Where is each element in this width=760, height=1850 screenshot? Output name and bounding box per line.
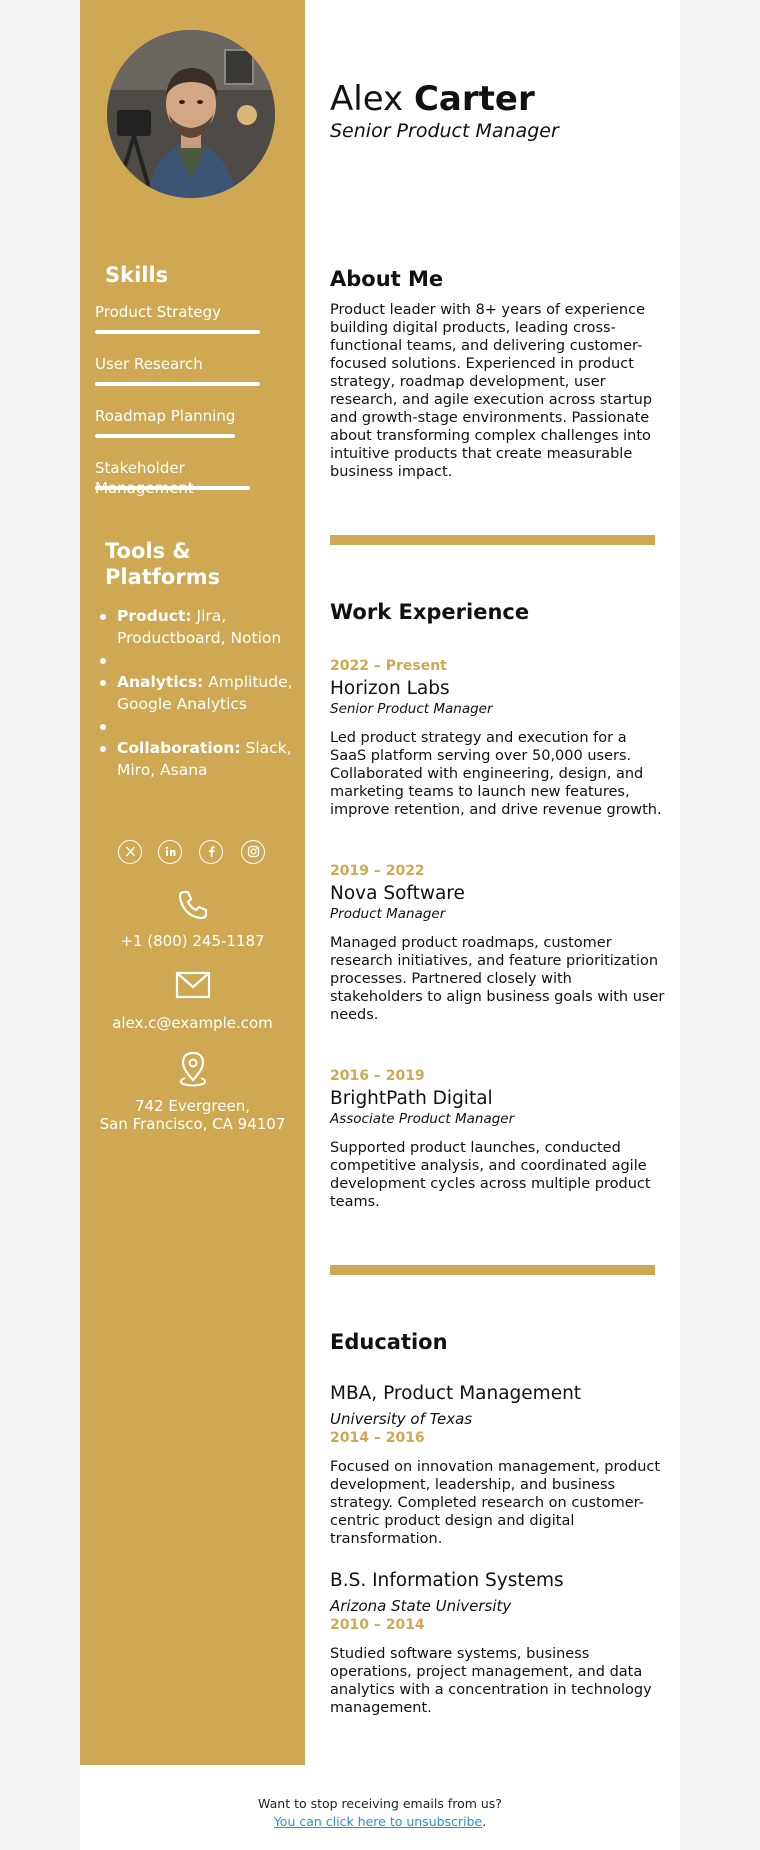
mail-icon	[175, 970, 211, 1004]
avatar	[107, 30, 275, 198]
job-years: 2022 – Present	[330, 658, 447, 674]
location-pin-icon	[175, 1050, 211, 1092]
about-heading: About Me	[330, 267, 444, 291]
list-item	[95, 715, 295, 737]
edu-degree: B.S. Information Systems	[330, 1570, 564, 1591]
profile-photo	[107, 30, 275, 198]
email-address[interactable]: alex.c@example.com	[112, 1014, 273, 1032]
x-icon[interactable]	[118, 840, 142, 864]
section-divider	[330, 535, 655, 545]
skill-label: User Research	[95, 355, 203, 373]
tool-category: Product:	[117, 607, 192, 625]
unsubscribe-link[interactable]: You can click here to unsubscribe	[273, 1814, 483, 1829]
section-divider	[330, 1265, 655, 1275]
about-text: Product leader with 8+ years of experience building digital products, leading cross-functional teams, and delivering customer-focused solutions. Experienced in product strategy, roadmap development, user research, and agile execution across startup and growth-stage environments. Passionate about transforming complex challenges into intuitive products that create measurable business impact.	[330, 302, 653, 480]
facebook-icon[interactable]	[199, 840, 223, 864]
tools-list	[95, 605, 295, 781]
address-line-1: 742 Evergreen,	[135, 1097, 250, 1115]
tool-items: Jira, Productboard, Notion	[117, 607, 282, 647]
footer-suffix: .	[482, 1814, 487, 1829]
job-years: 2019 – 2022	[330, 863, 425, 879]
edu-years: 2010 – 2014	[330, 1617, 425, 1633]
skill-label: Stakeholder	[95, 459, 185, 477]
phone-icon	[176, 888, 210, 926]
list-item	[95, 737, 295, 781]
tool-category: Analytics:	[117, 673, 204, 691]
first-name: Alex	[330, 79, 404, 119]
tool-category: Collaboration:	[117, 739, 241, 757]
edu-school: Arizona State University	[330, 1597, 512, 1615]
profile-name	[330, 78, 535, 120]
experience-heading: Work Experience	[330, 600, 530, 624]
linkedin-icon[interactable]	[158, 840, 182, 864]
skill-label: Roadmap Planning	[95, 407, 236, 425]
tools-heading: Tools & Platforms	[105, 539, 221, 589]
sidebar	[80, 0, 305, 1765]
job-role: Senior Product Manager	[330, 701, 493, 717]
education-heading: Education	[330, 1330, 448, 1354]
tool-items: Amplitude, Google Analytics	[117, 673, 293, 713]
job-company: Horizon Labs	[330, 678, 450, 699]
job-description: Led product strategy and execution for a SaaS platform serving over 50,000 users. Collaborated with engineering, design, and marketing teams to launch new features, improve retention, and drive revenue growth.	[330, 730, 662, 818]
job-description: Managed product roadmaps, customer research initiatives, and feature prioritization processes. Partnered closely with stakeholders to align business goals with user needs.	[330, 935, 665, 1023]
main-content	[305, 0, 680, 1765]
job-years: 2016 – 2019	[330, 1068, 425, 1084]
edu-school: University of Texas	[330, 1410, 473, 1428]
edu-description: Focused on innovation management, product development, leadership, and business strategy. Completed research on customer-centric product design and digital transformation.	[330, 1459, 661, 1547]
skill-bar	[95, 382, 260, 386]
address-line-2: San Francisco, CA 94107	[99, 1115, 286, 1133]
edu-degree: MBA, Product Management	[330, 1383, 582, 1404]
tool-items: Slack, Miro, Asana	[117, 739, 292, 779]
list-item	[95, 671, 295, 715]
skill-bar	[95, 330, 260, 334]
phone-number[interactable]: +1 (800) 245-1187	[120, 932, 265, 950]
skill-bar	[95, 434, 235, 438]
instagram-icon[interactable]	[241, 840, 265, 864]
skills-heading: Skills	[105, 263, 169, 287]
job-role: Associate Product Manager	[330, 1111, 515, 1127]
job-description: Supported product launches, conducted competitive analysis, and coordinated agile development cycles across multiple product teams.	[330, 1140, 651, 1210]
job-company: BrightPath Digital	[330, 1088, 493, 1109]
last-name: Carter	[413, 79, 535, 119]
list-item	[95, 605, 295, 649]
profile-title: Senior Product Manager	[330, 120, 559, 142]
skill-bar	[95, 486, 250, 490]
footer-text: Want to stop receiving emails from us?	[258, 1796, 502, 1811]
footer-unsubscribe-line	[80, 1813, 680, 1831]
job-company: Nova Software	[330, 883, 465, 904]
edu-description: Studied software systems, business operations, project management, and data analytics with a concentration in technology management.	[330, 1646, 652, 1716]
list-item	[95, 649, 295, 671]
edu-years: 2014 – 2016	[330, 1430, 425, 1446]
job-role: Product Manager	[330, 906, 446, 922]
footer	[80, 1795, 680, 1831]
skill-label: Product Strategy	[95, 303, 221, 321]
